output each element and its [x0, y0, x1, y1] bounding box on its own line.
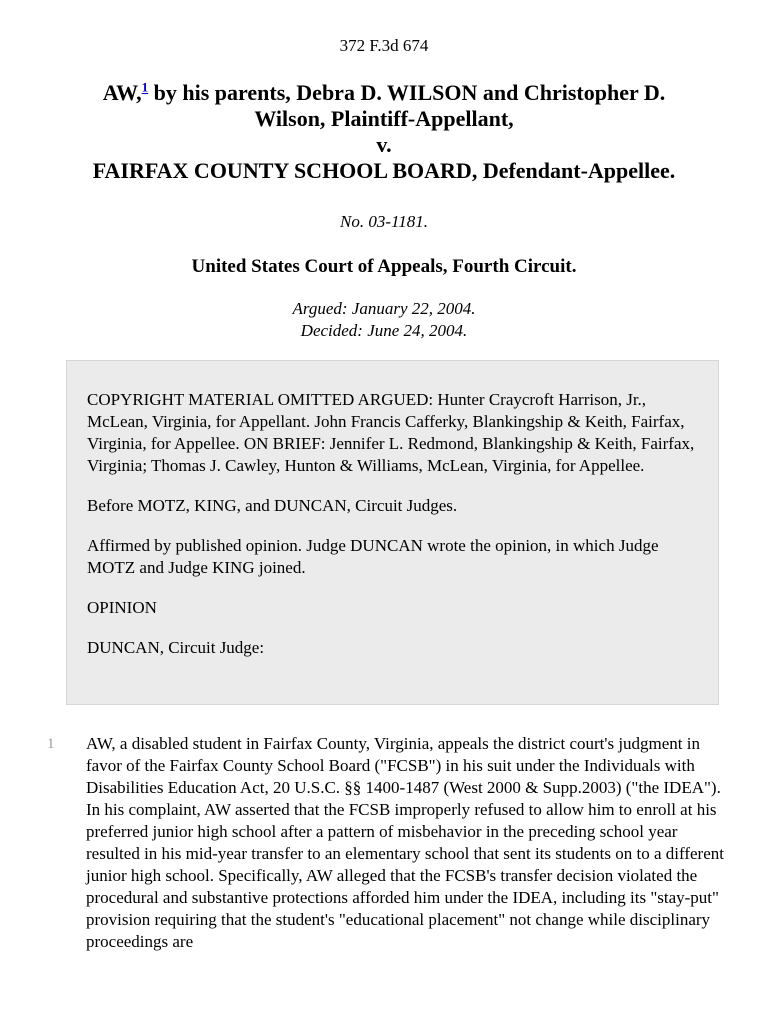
opinion-heading: OPINION — [87, 598, 157, 617]
disposition-text: Affirmed by published opinion. Judge DUNCAN wrote the opinion, in which Judge MOTZ and Judge KING joined. — [87, 536, 659, 577]
plaintiff-parents: by his parents, Debra D. WILSON and Christopher D. — [148, 80, 666, 105]
opinion-author: DUNCAN, Circuit Judge: — [87, 638, 265, 657]
caption-line-1 — [30, 80, 738, 106]
caption-line-2: Wilson, Plaintiff-Appellant, — [254, 106, 514, 131]
case-caption — [30, 80, 738, 184]
court-name: United States Court of Appeals, Fourth Circuit. — [191, 256, 577, 277]
citation: 372 F.3d 674 — [339, 36, 429, 55]
plaintiff-name: AW, — [102, 80, 142, 105]
argued-date: Argued: January 22, 2004. — [292, 299, 476, 318]
panel-text: Before MOTZ, KING, and DUNCAN, Circuit Judges. — [87, 496, 458, 515]
docket-number: No. 03-1181. — [340, 212, 428, 231]
decided-date: Decided: June 24, 2004. — [300, 321, 468, 340]
case-summary-box — [66, 360, 719, 705]
counsel-text: COPYRIGHT MATERIAL OMITTED ARGUED: Hunter Craycroft Harrison, Jr., McLean, Virginia, for Appellant. John Francis Cafferky, Blankingship & Keith, Fairfax, Virginia, for Appellee. ON BRIEF: Jennifer L. Redmond, Blankingship & Keith, Fairfax, Virginia; Thomas J. Cawley, Hunton & Williams, McLean, Virginia, for Appellee. — [87, 390, 695, 475]
paragraph-text: AW, a disabled student in Fairfax County, Virginia, appeals the district court's judgment in favor of the Fairfax County School Board ("FCSB") in his suit under the Individuals with Disabilities Education Act, 20 U.S.C. §§ 1400-1487 (West 2000 & Supp.2003) ("the IDEA"). In his complaint, AW asserted that the FCSB improperly refused to allow him to enroll at his preferred junior high school after a pattern of misbehavior in the preceding school year resulted in his mid-year transfer to an elementary school that sent its students on to a different junior high school. Specifically, AW alleged that the FCSB's transfer decision violated the procedural and substantive protections afforded him under the IDEA, including its "stay-put" provision requiring that the student's "educational placement" not change while disciplinary proceedings are — [86, 734, 724, 951]
versus: v. — [376, 132, 392, 157]
footnote-link[interactable]: 1 — [141, 79, 149, 95]
case-dates — [0, 298, 768, 342]
defendant-name: FAIRFAX COUNTY SCHOOL BOARD, Defendant-Appellee. — [92, 158, 676, 183]
paragraph-number: 1 — [47, 736, 55, 752]
